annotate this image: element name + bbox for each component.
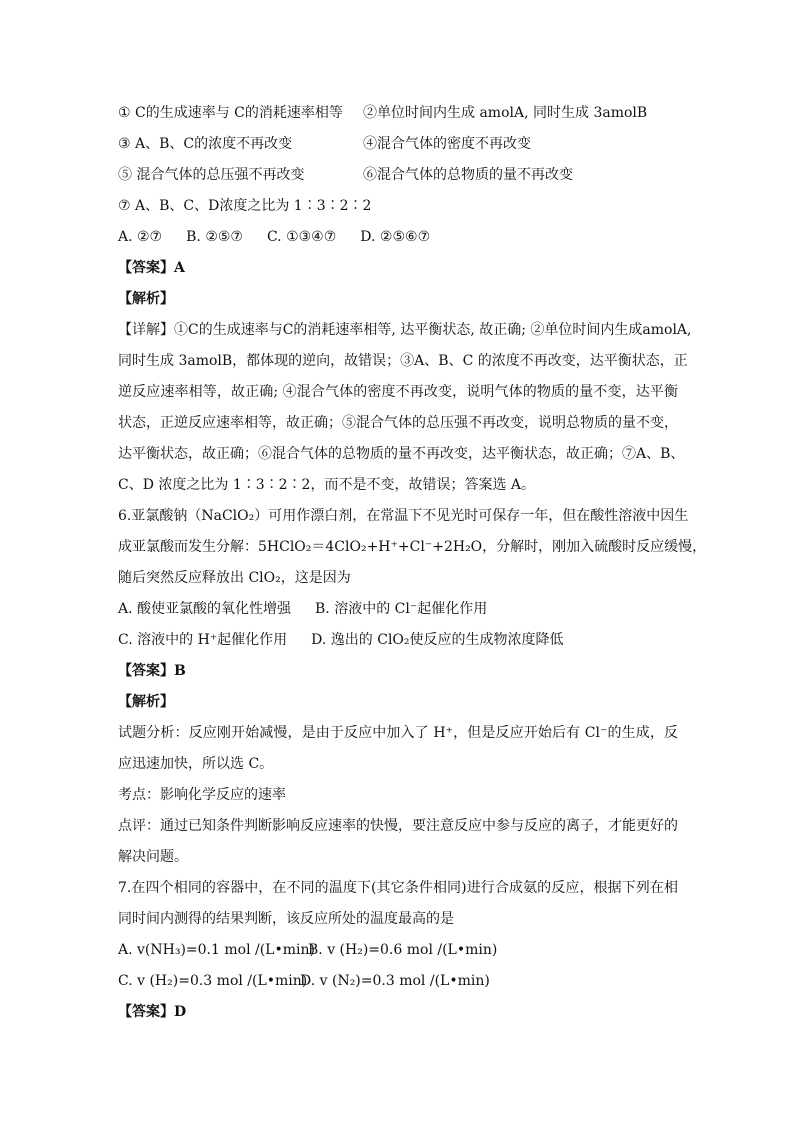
q6-option-b: B. 溶液中的 Cl⁻起催化作用 [315, 601, 488, 617]
q5-option-d: D. ②⑤⑥⑦ [360, 229, 431, 245]
q5-option-b: B. ②⑤⑦ [186, 229, 243, 245]
statement-3: ③ A、B、C的浓度不再改变 [118, 136, 293, 152]
q5-statements-row-1 [118, 98, 678, 129]
statement-4: ④混合气体的密度不再改变 [363, 136, 531, 152]
statement-1: ① C的生成速率与 C的消耗速率相等 [118, 105, 343, 121]
q7-option-d: D. v (N₂)=0.3 mol /(L•min) [300, 973, 490, 989]
statement-7: ⑦ A、B、C、D浓度之比为 1∶3∶2∶2 [118, 198, 372, 214]
q6-kaodian: 考点：影响化学反应的速率 [118, 787, 286, 803]
q7-options-row-2 [118, 966, 678, 997]
q6-option-d: D. 逸出的 ClO₂使反应的生成物浓度降低 [311, 632, 564, 648]
q5-option-c: C. ①③④⑦ [266, 229, 337, 245]
q6-stem-line: 成亚氯酸而发生分解：5HClO₂＝4ClO₂+H⁺+Cl⁻+2H₂O，分解时，刚加入硫酸时反应缓慢， [118, 539, 707, 555]
q6-dianping-line: 解决问题。 [118, 849, 188, 865]
q7-option-a: A. v(NH₃)=0.1 mol /(L•min) [118, 942, 315, 958]
statement-6: ⑥混合气体的总物质的量不再改变 [363, 167, 573, 183]
q7-option-b: B. v (H₂)=0.6 mol /(L•min) [308, 942, 498, 958]
q5-detail-line: 达平衡状态，故正确；⑥混合气体的总物质的量不再改变，达平衡状态，故正确；⑦A、B、 [118, 446, 685, 462]
q5-detail-line: 【详解】①C的生成速率与C的消耗速率相等, 达平衡状态, 故正确; ②单位时间内生成amolA, [118, 322, 692, 338]
q5-analysis-heading: 【解析】 [118, 291, 174, 307]
q6-answer: 【答案】B [118, 663, 186, 679]
q6-option-a: A. 酸使亚氯酸的氧化性增强 [118, 601, 292, 617]
q7-option-c: C. v (H₂)=0.3 mol /(L•min) [118, 973, 308, 989]
q6-stem-line: 6.亚氯酸钠（NaClO₂）可用作漂白剂，在常温下不见光时可保存一年，但在酸性溶液中因生 [118, 508, 689, 524]
q6-analysis-heading: 【解析】 [118, 694, 174, 710]
q6-stem-line: 随后突然反应释放出 ClO₂，这是因为 [118, 570, 351, 586]
q7-answer: 【答案】D [118, 1004, 187, 1020]
statement-5: ⑤ 混合气体的总压强不再改变 [118, 167, 305, 183]
q5-answer: 【答案】A [118, 260, 185, 276]
q6-option-c: C. 溶液中的 H⁺起催化作用 [118, 632, 288, 648]
q6-options-row-2 [118, 625, 678, 656]
q5-statements-row-2 [118, 129, 678, 160]
q5-statements-row-3 [118, 160, 678, 191]
q6-analysis-line: 应迅速加快，所以选 C。 [118, 756, 274, 772]
statement-2: ②单位时间内生成 amolA, 同时生成 3amolB [363, 105, 648, 121]
q7-stem-line: 7.在四个相同的容器中，在不同的温度下(其它条件相同)进行合成氨的反应，根据下列在相 [118, 880, 678, 896]
q5-detail-line: 逆反应速率相等，故正确; ④混合气体的密度不再改变，说明气体的物质的量不变，达平衡 [118, 384, 678, 400]
q5-detail-line: 状态，正逆反应速率相等，故正确；⑤混合气体的总压强不再改变，说明总物质的量不变， [118, 415, 678, 431]
q5-detail-line: C、D 浓度之比为 1∶3∶2∶2，而不是不变，故错误；答案选 A。 [118, 477, 536, 493]
q7-stem-line: 同时间内测得的结果判断，该反应所处的温度最高的是 [118, 911, 454, 927]
document-page [118, 98, 707, 1028]
q6-dianping-line: 点评：通过已知条件判断影响反应速率的快慢，要注意反应中参与反应的离子，才能更好的 [118, 818, 678, 834]
q5-option-a: A. ②⑦ [118, 229, 163, 245]
q5-detail-line: 同时生成 3amolB，都体现的逆向，故错误；③A、B、C 的浓度不再改变，达平衡状态，正 [118, 353, 688, 369]
q6-analysis-line: 试题分析：反应刚开始减慢，是由于反应中加入了 H⁺，但是反应开始后有 Cl⁻的生成，反 [118, 725, 678, 741]
q6-options-row-1 [118, 594, 678, 625]
q5-options [118, 222, 678, 253]
q7-options-row-1 [118, 935, 678, 966]
